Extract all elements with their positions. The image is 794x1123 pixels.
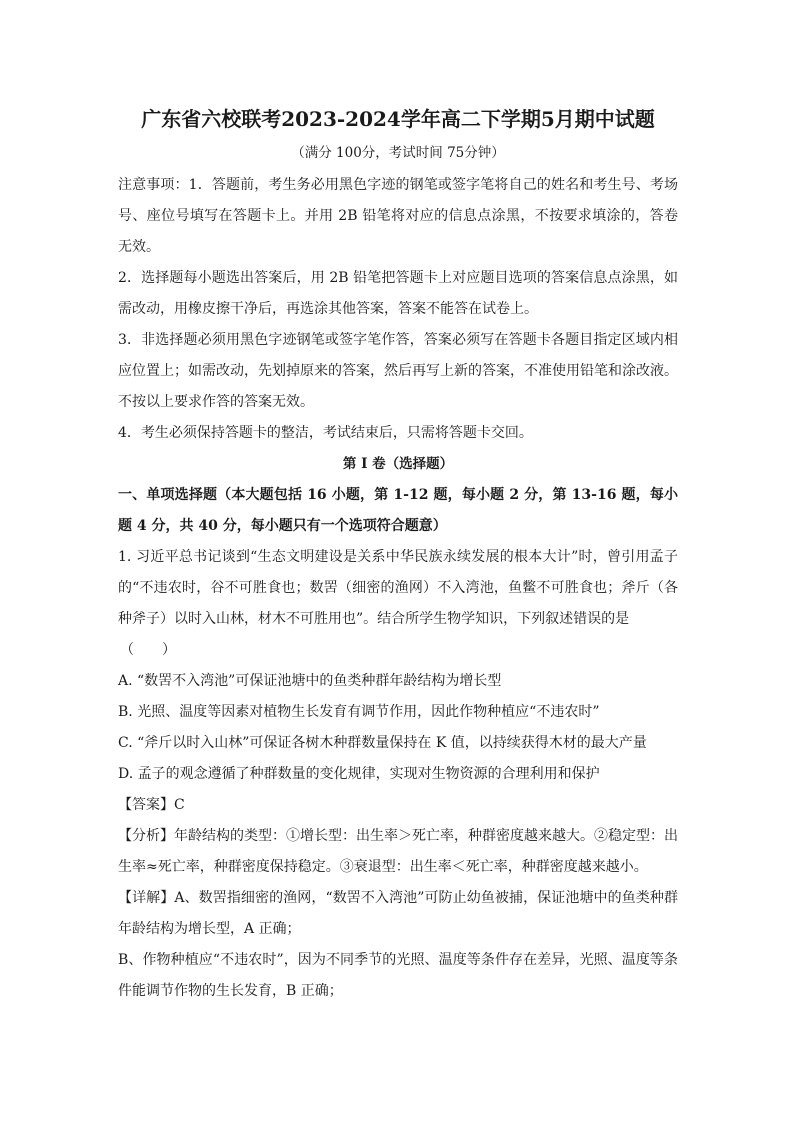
part-heading: 一、单项选择题（本大题包括 16 小题，第 1-12 题，每小题 2 分，第 13-16 题，每小题 4 分，共 40 分，每小题只有一个选项符合题意） — [118, 487, 678, 534]
notice-paragraph-4: 4．考生必须保持答题卡的整洁，考试结束后，只需将答题卡交回。 — [118, 425, 533, 441]
option-b: B. 光照、温度等因素对植物生长发育有调节作用，因此作物种植应“不违农时” — [118, 704, 600, 720]
notice-paragraph-1: 注意事项：1．答题前，考生务必用黑色字迹的钢笔或签字笔将自己的姓名和考生号、考场号、座位号填写在答题卡上。并用 2B 铅笔将对应的信息点涂黑，不按要求填涂的，答卷无效。 — [118, 177, 678, 255]
exam-info: （满分 100分，考试时间 75分钟） — [291, 145, 505, 161]
document-content — [118, 102, 678, 1007]
detail-paragraph-a: 【详解】A、数罟指细密的渔网，“数罟不入湾池”可防止幼鱼被捕，保证池塘中的鱼类种群年龄结构为增长型，A 正确； — [118, 890, 678, 937]
page-title: 广东省六校联考2023-2024学年高二下学期5月期中试题 — [141, 107, 655, 131]
notice-paragraph-2: 2．选择题每小题选出答案后，用 2B 铅笔把答题卡上对应题目选项的答案信息点涂黑，如需改动，用橡皮擦干净后，再选涂其他答案，答案不能答在试卷上。 — [118, 270, 678, 317]
option-d: D. 孟子的观念遵循了种群数量的变化规律，实现对生物资源的合理利用和保护 — [118, 766, 600, 782]
question-1-stem: 1. 习近平总书记谈到“生态文明建设是关系中华民族永续发展的根本大计”时，曾引用孟子的“不违农时，谷不可胜食也；数罟（细密的渔网）不入湾池，鱼鳖不可胜食也；斧斤（各种斧子）以时入山林，材木不可胜用也”。结合所学生物学知识，下列叙述错误的是 — [118, 549, 678, 627]
answer-bracket: （ ） — [120, 642, 176, 658]
answer-line: 【答案】C — [118, 797, 185, 813]
notice-paragraph-3: 3．非选择题必须用黑色字迹钢笔或签字笔作答，答案必须写在答题卡各题目指定区域内相应位置上；如需改动，先划掉原来的答案，然后再写上新的答案，不准使用铅笔和涂改液。不按以上要求作答的答案无效。 — [118, 332, 678, 410]
option-a: A. “数罟不入湾池”可保证池塘中的鱼类种群年龄结构为增长型 — [118, 673, 502, 689]
section-title: 第 I 卷（选择题） — [342, 456, 454, 472]
option-c: C. “斧斤以时入山林”可保证各树木种群数量保持在 K 值，以持续获得木材的最大产量 — [118, 735, 647, 751]
detail-paragraph-b: B、作物种植应“不违农时”，因为不同季节的光照、温度等条件存在差异，光照、温度等条件能调节作物的生长发育，B 正确； — [118, 952, 678, 999]
analysis-paragraph: 【分析】年龄结构的类型：①增长型：出生率＞死亡率，种群密度越来越大。②稳定型：出生率≈死亡率，种群密度保持稳定。③衰退型：出生率＜死亡率，种群密度越来越小。 — [118, 828, 678, 875]
